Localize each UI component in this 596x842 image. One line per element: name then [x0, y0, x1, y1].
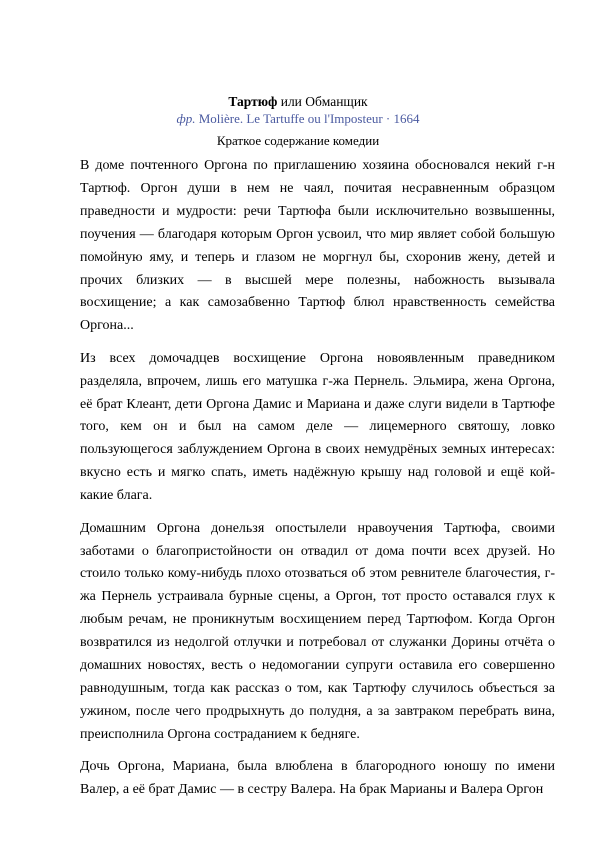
paragraph-4: Дочь Оргона, Мариана, была влюблена в благородного юношу по имени Валер, а её брат Дамис — в сестру Валера. На брак Марианы и Валера Оргон [80, 759, 555, 798]
subtitle-language: фр. [176, 111, 196, 126]
paragraph-3: Домашним Оргона донельзя опостылели нравоучения Тартюфа, своими заботами о благопристойности он отвадил от дома почти всех друзей. Но стоило только кому-нибудь плохо отозваться об этом ревнителе благочестия, г-жа Пернель устраивала бурные сцены, а Оргон, тот просто оставался глух к любым речам, не проникнутым восхищением перед Тартюфом. Когда Оргон возвратился из недолгой отлучки и потребовал от служанки Дорины отчёта о домашних новостях, весть о недомогании супруги оставила его совершенно равнодушным, тогда как рассказ о том, как Тартюфу случилось объесться за ужином, после чего продрыхнуть до полудня, а за завтраком перебрать вина, преисполнила Оргона состраданием к бедняге. [80, 520, 555, 742]
body-text [80, 155, 555, 811]
paragraph-2: Из всех домочадцев восхищение Оргона новоявленным праведником разделяла, впрочем, лишь его матушка г-жа Пернель. Эльмира, жена Оргона, её брат Клеант, дети Оргона Дамис и Мариана и даже слуги видели в Тартюфе того, кем он и был на самом деле — лицемерного святошу, ловко пользующегося заблуждением Оргона в своих немудрёных земных интересах: вкусно есть и мягко спать, иметь надёжную крышу над головой и ещё кой-какие блага. [80, 350, 555, 504]
subtitle-original-title: Molière. Le Tartuffe ou l'Imposteur · 1664 [195, 111, 420, 126]
title-rest: или Обманщик [277, 94, 368, 109]
title-bold: Тартюф [228, 94, 278, 109]
page-title [0, 93, 596, 110]
paragraph-1: В доме почтенного Оргона по приглашению хозяина обосновался некий г-н Тартюф. Оргон души в нем не чаял, почитая несравненным образцом праведности и мудрости: речи Тартюфа были исключительно возвышенны, поучения — благодаря которым Оргон усвоил, что мир являет собой большую помойную яму, и теперь и глазом не моргнул бы, схоронив жену, детей и прочих близких — в высшей мере полезны, набожность вызывала восхищение; а как самозабвенно Тартюф блюл нравственность семейства Оргона... [80, 158, 555, 334]
page-subtitle [0, 110, 596, 127]
section-heading: Краткое содержание комедии [216, 133, 380, 148]
